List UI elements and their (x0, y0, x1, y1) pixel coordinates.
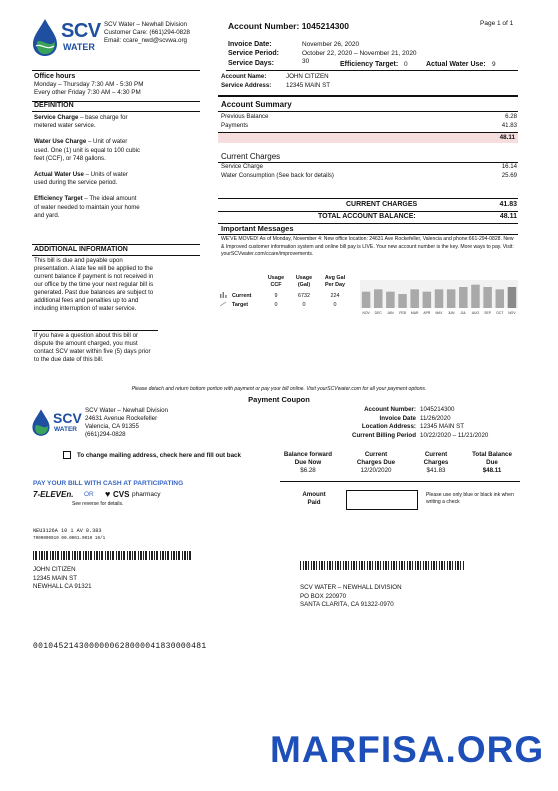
usage-month-label: FEB (399, 311, 406, 315)
summary-total: 48.11 (499, 134, 515, 141)
remit-po-box: PO BOX 220970 (300, 592, 347, 600)
charges-due-header: Charges Due (356, 459, 396, 466)
office-hours-weekdays: Monday – Thursday 7:30 AM - 5:30 PM (34, 81, 144, 88)
usage-history-chart (360, 278, 518, 316)
usage-month-label: JAN (387, 311, 394, 315)
def-actual-term: Actual Water Use (34, 171, 84, 179)
bar-chart-icon (220, 292, 227, 298)
usage-month-label: AUG (471, 311, 480, 315)
avg-gal-header: Avg Gal (324, 275, 346, 281)
def-efficiency-text: – The ideal amount of water needed to maintain your home and yard. (34, 195, 140, 219)
usage-bar (447, 289, 456, 308)
previous-balance-label: Previous Balance (221, 113, 269, 120)
efficiency-target-label: Efficiency Target: (340, 61, 399, 68)
amount-paid-label-2: Paid (307, 499, 321, 506)
account-number-label: Account Number: (228, 21, 300, 31)
service-days-label: Service Days: (228, 60, 274, 67)
usage-current-avg: 224 (330, 293, 340, 299)
service-charge: 16.14 (501, 163, 517, 170)
usage-bar (410, 289, 419, 308)
actual-water-use-label: Actual Water Use: (426, 61, 486, 68)
ink-instructions: Please use only blue or black ink when writing a check (426, 492, 514, 505)
usage-bar (423, 292, 432, 308)
account-name-label: Account Name: (221, 73, 267, 80)
invoice-date: November 26, 2020 (302, 41, 360, 48)
usage-month-label: MAR (410, 311, 419, 315)
definition-title: DEFINITION (34, 102, 74, 109)
def-service-text: – base charge for metered water service. (34, 114, 128, 130)
coupon-invoice-label: Invoice Date (379, 414, 416, 422)
usage-month-label: OCT (496, 311, 504, 315)
usage-target-gal: 0 (302, 302, 306, 308)
usage-ccf-header: Usage (267, 275, 285, 281)
service-period-label: Service Period: (228, 50, 279, 57)
amount-paid-input[interactable] (346, 490, 418, 510)
usage-current-ccf: 9 (274, 293, 278, 299)
important-messages-title: Important Messages (221, 224, 294, 233)
logo (31, 18, 101, 58)
coupon-location-label: Location Address: (361, 423, 416, 430)
due-now-header: Due Now (294, 459, 322, 466)
coupon-logo (31, 408, 81, 438)
payment-coupon-title: Payment Coupon (248, 395, 310, 404)
balance-forward-header: Balance forward (283, 451, 333, 458)
current-charges-total: 41.83 (499, 201, 517, 208)
usage-bar (496, 289, 505, 308)
payments-amount: 41.83 (501, 121, 517, 129)
account-summary-title: Account Summary (221, 100, 292, 109)
amount-paid-label: Amount (302, 491, 326, 498)
customer-address-1: 12345 MAIN ST (33, 574, 78, 582)
important-messages-text: WE'VE MOVED! As of Monday, November 4: New office location: 24631 Ave Rockefeller, Valencia and phone:661-294-0828. New & Improved customer information system and online bill pay is LIVE. Your new account number is the key. More ways to pay. Visit: yourSCVwater.com/ccare/improvements. (221, 236, 514, 257)
coupon-phone: (661)294-0828 (85, 431, 126, 438)
customer-care: Customer Care: (661)294-0828 (104, 29, 190, 36)
actual-water-use: 9 (492, 61, 496, 68)
page-number: Page 1 of 1 (480, 20, 514, 27)
avg-gal-unit: Per Day (324, 282, 346, 288)
charges-header: Charges (423, 459, 449, 466)
coupon-period: 10/22/2020 – 11/21/2020 (420, 431, 489, 439)
current-charges-label: CURRENT CHARGES (346, 201, 418, 208)
usage-bar (374, 289, 383, 308)
invoice-date-label: Invoice Date: (228, 41, 272, 48)
previous-balance: 6.28 (505, 113, 517, 120)
coupon-location: 12345 MAIN ST (420, 423, 465, 430)
dispute-info-text: If you have a question about this bill or dispute the amount charged, you must contact SCV water within five (5) days prior to the due date of this bill. (34, 332, 151, 363)
or-text: OR (84, 491, 94, 498)
water-drop-icon (31, 408, 51, 438)
company-name: SCV Water – Newhall Division (104, 21, 187, 28)
water-consumption-label: Water Consumption (See back for details) (221, 171, 334, 179)
micr-line: 0010452143000000628000041830000481 (33, 642, 207, 651)
usage-bar (435, 289, 444, 308)
company-email: Email: ccare_nwd@scvwa.org (104, 37, 187, 44)
usage-bar (459, 287, 468, 308)
total-balance-header: Total Balance (472, 451, 512, 458)
usage-bar (386, 292, 395, 308)
routing-code-1: NEU3126A 10 1 AV 0.383 (33, 528, 102, 534)
additional-info-text: This bill is due and payable upon presentation. A late fee will be applied to the current balance if payment is not received in our office by the time your next regular bill is generated. Past due balances are subject to additional fees and penalties up to and including interruption of water service. (34, 257, 154, 312)
usage-current-gal: 6732 (298, 293, 310, 299)
target-line-icon (220, 301, 227, 307)
def-use-text: – Unit of water used. One (1) unit is equal to 100 cubic feet (CCF), or 748 gallons. (34, 138, 141, 162)
service-charge-label: Service Charge (221, 163, 263, 170)
usage-month-label: SEP (484, 311, 492, 315)
remit-barcode (300, 561, 464, 570)
water-consumption: 25.69 (501, 171, 517, 179)
service-address: 12345 MAIN ST (286, 82, 331, 89)
customer-barcode (33, 551, 193, 560)
coupon-logo-water: WATER (54, 426, 77, 433)
coupon-invoice: 11/26/2020 (420, 414, 451, 422)
customer-address-2: NEWHALL CA 91321 (33, 583, 92, 590)
service-address-label: Service Address: (221, 82, 272, 89)
usage-table (216, 275, 356, 315)
usage-target-label: Target (232, 302, 249, 308)
balance-forward-value: $6.28 (300, 467, 316, 474)
pharmacy-text: pharmacy (132, 491, 161, 498)
usage-ccf-unit: CCF (270, 282, 282, 288)
def-efficiency-term: Efficiency Target (34, 195, 83, 203)
coupon-company: SCV Water – Newhall Division (85, 407, 168, 414)
usage-month-label: MAY (435, 311, 443, 315)
usage-month-label: NOV (508, 311, 516, 315)
see-reverse-text: See reverse for details. (72, 501, 124, 507)
coupon-account: 1045214300 (420, 406, 455, 413)
mailing-address-text: To change mailing address, check here and fill out back (77, 452, 241, 459)
pay-cash-text: PAY YOUR BILL WITH CASH AT PARTICIPATING (33, 480, 184, 487)
usage-bar (483, 287, 492, 308)
def-use-term: Water Use Charge (34, 138, 87, 146)
usage-current-label: Current (232, 293, 252, 299)
service-days: 30 (302, 58, 310, 65)
usage-month-label: JUN (447, 311, 455, 315)
logo-scv: SCV (61, 20, 101, 42)
detach-instructions: Please detach and return bottom portion with payment or pay your bill online. Visit yourSCVwater.com for all your payment options. (131, 386, 427, 392)
coupon-addr2: Valencia, CA 91355 (85, 423, 139, 430)
coupon-logo-scv: SCV (53, 410, 82, 426)
total-balance-due: $48.11 (482, 467, 502, 474)
office-hours-friday: Every other Friday 7:30 AM – 4:30 PM (34, 89, 141, 96)
current-charges-due-header: Current (364, 451, 388, 458)
seven-eleven-logo: 7-ELEVEn. (33, 490, 74, 499)
current-charges-title: Current Charges (221, 152, 281, 161)
total-balance-label: TOTAL ACCOUNT BALANCE: (318, 213, 416, 220)
total-balance: 48.11 (499, 213, 517, 220)
usage-month-label: APR (423, 311, 431, 315)
usage-gal-unit: (Gal) (297, 282, 311, 288)
account-name: JOHN CITIZEN (286, 73, 329, 80)
logo-water: WATER (63, 42, 95, 52)
coupon-period-label: Current Billing Period (352, 431, 416, 439)
efficiency-target: 0 (404, 61, 408, 68)
usage-month-label: JUL (460, 311, 467, 315)
current-charges-header: Current (424, 451, 448, 458)
usage-bar (362, 292, 371, 308)
usage-target-ccf: 0 (274, 302, 278, 308)
usage-bar (398, 294, 407, 308)
charges-due-date: 12/20/2020 (360, 467, 392, 474)
watermark-text: MARFISA.ORG (270, 729, 545, 770)
usage-month-label: DEC (374, 311, 382, 315)
current-charges-value: $41.83 (426, 467, 446, 474)
customer-name: JOHN CITIZEN (33, 566, 76, 573)
account-number: 1045214300 (301, 21, 349, 31)
watermark (270, 728, 550, 772)
coupon-account-label: Account Number: (364, 406, 416, 413)
mailing-address-checkbox[interactable] (63, 451, 71, 459)
water-drop-icon (31, 18, 59, 58)
usage-bar (508, 287, 517, 308)
heart-icon: ♥ (105, 489, 111, 499)
additional-info-title: ADDITIONAL INFORMATION (34, 246, 128, 253)
remit-city: SANTA CLARITA, CA 91322-0970 (300, 601, 394, 608)
usage-gal-header: Usage (295, 275, 313, 281)
coupon-addr1: 24631 Avenue Rockefeller (85, 415, 158, 422)
payments-label: Payments (221, 121, 249, 129)
summary-total-row (218, 133, 518, 143)
office-hours-title: Office hours (34, 73, 76, 80)
usage-bar (471, 285, 480, 308)
usage-target-avg: 0 (333, 302, 337, 308)
def-service-term: Service Charge (34, 114, 79, 121)
routing-code-2: 7000000010 00.0001.0010 10/1 (33, 536, 106, 541)
remit-name: SCV WATER – NEWHALL DIVISION (300, 584, 402, 591)
due-header: Due (486, 459, 498, 466)
cvs-logo: CVS (113, 490, 130, 499)
def-actual-text: – Units of water used during the service period. (34, 171, 128, 187)
usage-month-label: NOV (362, 311, 370, 315)
service-period: October 22, 2020 – November 21, 2020 (302, 50, 417, 57)
